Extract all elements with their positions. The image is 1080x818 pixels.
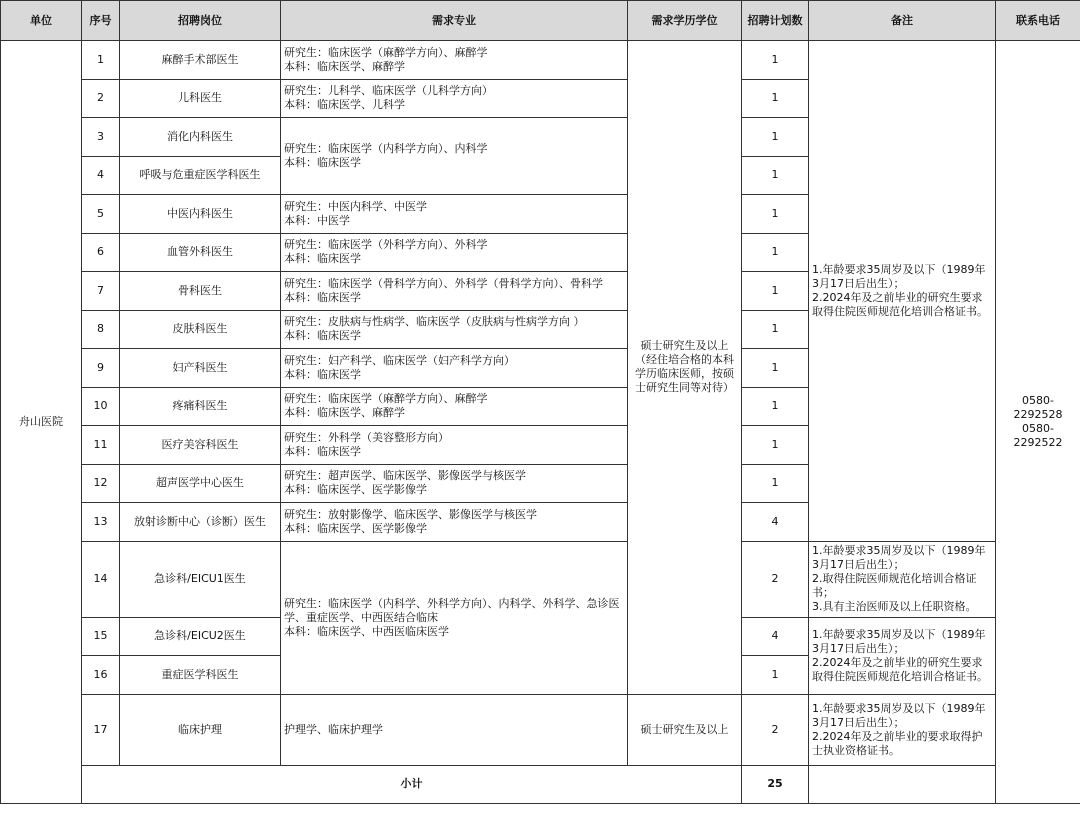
row-count: 1	[742, 195, 809, 234]
degree-cell: 硕士研究生及以上	[628, 694, 742, 765]
row-count: 2	[742, 541, 809, 617]
row-count: 1	[742, 349, 809, 388]
row-no: 8	[82, 310, 120, 349]
row-no: 12	[82, 464, 120, 503]
header-note: 备注	[809, 1, 996, 41]
row-major: 研究生：皮肤病与性病学、临床医学（皮肤病与性病学方向 ） 本科：临床医学	[281, 310, 628, 349]
row-no: 13	[82, 503, 120, 542]
table-row	[1, 541, 1080, 617]
header-degree: 需求学历学位	[628, 1, 742, 41]
row-no: 11	[82, 426, 120, 465]
row-no: 14	[82, 541, 120, 617]
row-no: 4	[82, 156, 120, 195]
header-major: 需求专业	[281, 1, 628, 41]
row-no: 16	[82, 656, 120, 695]
row-post: 急诊科/EICU1医生	[120, 541, 281, 617]
row-count: 1	[742, 41, 809, 80]
row-count: 4	[742, 617, 809, 656]
header-count: 招聘计划数	[742, 1, 809, 41]
row-major: 研究生：儿科学、临床医学（儿科学方向） 本科：临床医学、儿科学	[281, 79, 628, 118]
row-no: 6	[82, 233, 120, 272]
note-cell: 1.年龄要求35周岁及以下（1989年3月17日后出生）； 2.2024年及之前毕业的要求取得护士执业资格证书。	[809, 694, 996, 765]
row-post: 医疗美容科医生	[120, 426, 281, 465]
header-row	[1, 1, 1080, 41]
row-count: 1	[742, 426, 809, 465]
row-post: 麻醉手术部医生	[120, 41, 281, 80]
row-post: 重症医学科医生	[120, 656, 281, 695]
row-major: 研究生：超声医学、临床医学、影像医学与核医学 本科：临床医学、医学影像学	[281, 464, 628, 503]
row-post: 放射诊断中心（诊断）医生	[120, 503, 281, 542]
row-no: 5	[82, 195, 120, 234]
row-no: 1	[82, 41, 120, 80]
row-post: 妇产科医生	[120, 349, 281, 388]
row-count: 1	[742, 233, 809, 272]
row-post: 皮肤科医生	[120, 310, 281, 349]
subtotal-row	[1, 765, 1080, 803]
note-cell: 1.年龄要求35周岁及以下（1989年3月17日后出生）； 2.2024年及之前毕业的研究生要求取得住院医师规范化培训合格证书。	[809, 41, 996, 542]
row-post: 消化内科医生	[120, 118, 281, 157]
row-no: 3	[82, 118, 120, 157]
row-major: 研究生：临床医学（麻醉学方向）、麻醉学 本科：临床医学、麻醉学	[281, 41, 628, 80]
row-count: 1	[742, 310, 809, 349]
row-count: 1	[742, 79, 809, 118]
row-count: 4	[742, 503, 809, 542]
row-post: 临床护理	[120, 694, 281, 765]
row-post: 血管外科医生	[120, 233, 281, 272]
phone-cell: 0580-2292528 0580-2292522	[996, 41, 1080, 804]
row-count: 1	[742, 118, 809, 157]
header-unit: 单位	[1, 1, 82, 41]
row-major: 护理学、临床护理学	[281, 694, 628, 765]
subtotal-label: 小计	[82, 765, 742, 803]
row-major: 研究生：临床医学（麻醉学方向）、麻醉学 本科：临床医学、麻醉学	[281, 387, 628, 426]
row-count: 1	[742, 387, 809, 426]
row-no: 2	[82, 79, 120, 118]
row-post: 呼吸与危重症医学科医生	[120, 156, 281, 195]
unit-cell: 舟山医院	[1, 41, 82, 804]
row-major: 研究生：临床医学（骨科学方向）、外科学（骨科学方向）、骨科学 本科：临床医学	[281, 272, 628, 311]
row-major: 研究生：外科学（美容整形方向） 本科：临床医学	[281, 426, 628, 465]
subtotal-count: 25	[742, 765, 809, 803]
degree-cell: 硕士研究生及以上 （经住培合格的本科学历临床医师，按硕士研究生同等对待）	[628, 41, 742, 695]
table-row	[1, 41, 1080, 80]
row-count: 1	[742, 272, 809, 311]
row-post: 疼痛科医生	[120, 387, 281, 426]
header-phone: 联系电话	[996, 1, 1080, 41]
row-count: 2	[742, 694, 809, 765]
row-major: 研究生：临床医学（外科学方向）、外科学 本科：临床医学	[281, 233, 628, 272]
row-major: 研究生：中医内科学、中医学 本科：中医学	[281, 195, 628, 234]
row-no: 9	[82, 349, 120, 388]
row-post: 急诊科/EICU2医生	[120, 617, 281, 656]
row-post: 超声医学中心医生	[120, 464, 281, 503]
subtotal-note	[809, 765, 996, 803]
row-major: 研究生：放射影像学、临床医学、影像医学与核医学 本科：临床医学、医学影像学	[281, 503, 628, 542]
header-post: 招聘岗位	[120, 1, 281, 41]
row-post: 中医内科医生	[120, 195, 281, 234]
row-count: 1	[742, 656, 809, 695]
row-post: 儿科医生	[120, 79, 281, 118]
row-no: 7	[82, 272, 120, 311]
row-no: 17	[82, 694, 120, 765]
note-cell: 1.年龄要求35周岁及以下（1989年3月17日后出生）； 2.2024年及之前毕业的研究生要求取得住院医师规范化培训合格证书。	[809, 617, 996, 694]
row-major: 研究生：临床医学（内科学方向）、内科学 本科：临床医学	[281, 118, 628, 195]
row-major: 研究生：临床医学（内科学、外科学方向）、内科学、外科学、急诊医学、重症医学、中西医结合临床 本科：临床医学、中西医临床医学	[281, 541, 628, 694]
row-no: 10	[82, 387, 120, 426]
note-cell: 1.年龄要求35周岁及以下（1989年3月17日后出生）； 2.取得住院医师规范化培训合格证书； 3.具有主治医师及以上任职资格。	[809, 541, 996, 617]
table-row	[1, 694, 1080, 765]
row-count: 1	[742, 464, 809, 503]
row-no: 15	[82, 617, 120, 656]
row-major: 研究生：妇产科学、临床医学（妇产科学方向） 本科：临床医学	[281, 349, 628, 388]
row-post: 骨科医生	[120, 272, 281, 311]
row-count: 1	[742, 156, 809, 195]
header-no: 序号	[82, 1, 120, 41]
